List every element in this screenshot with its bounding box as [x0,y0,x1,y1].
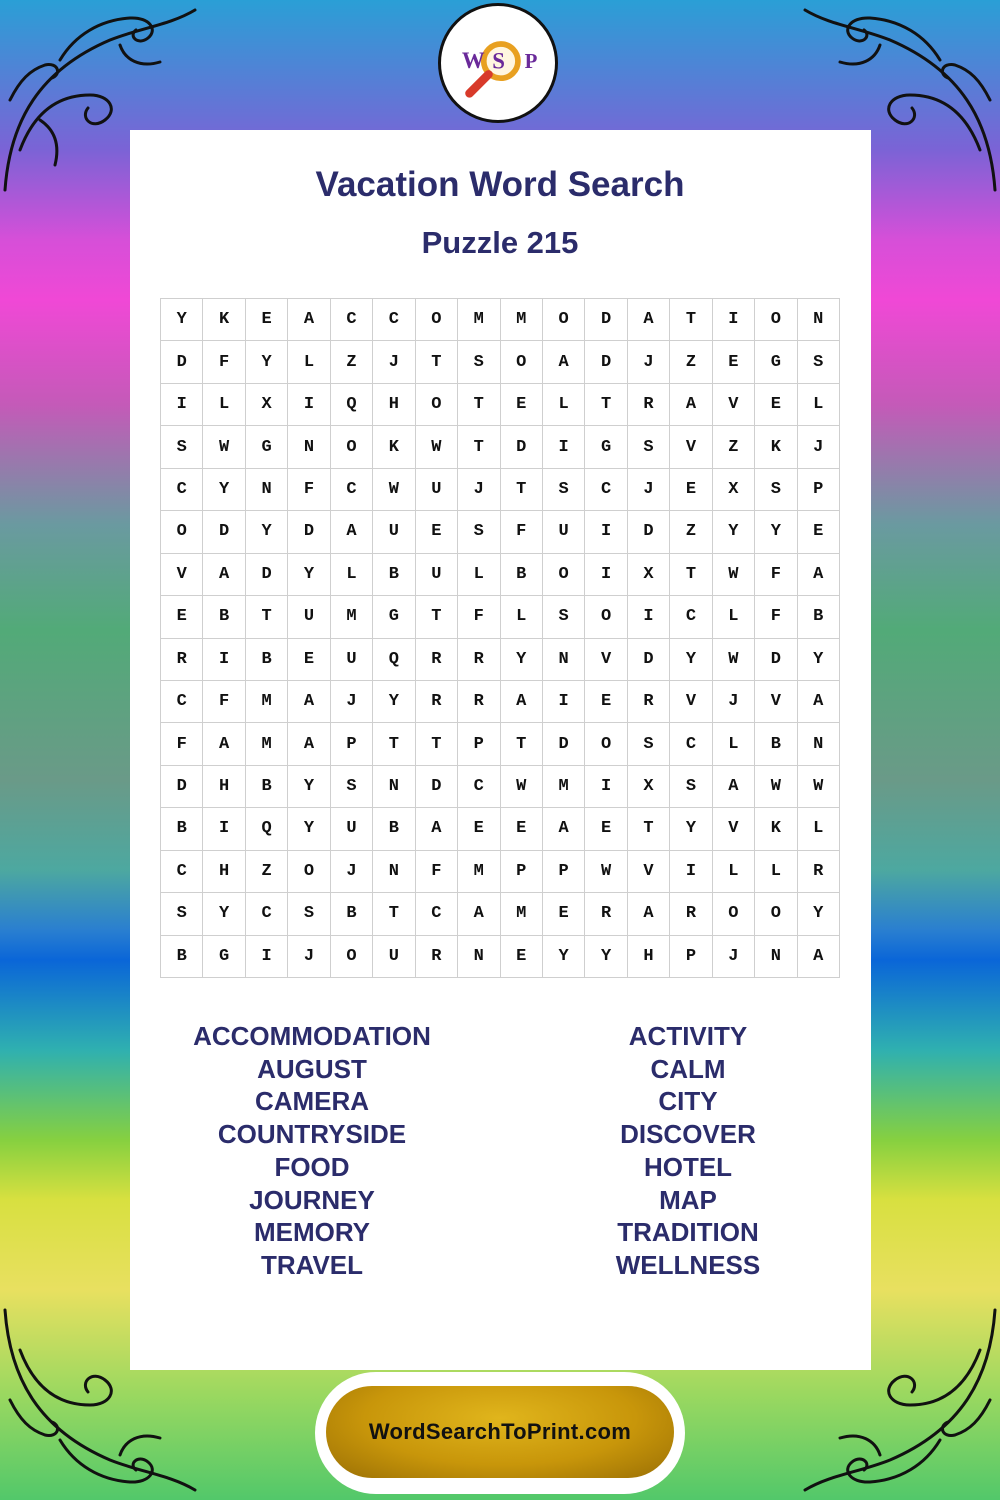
grid-cell[interactable]: S [458,341,500,383]
grid-cell[interactable]: L [288,341,330,383]
grid-cell[interactable]: S [543,469,585,511]
grid-cell[interactable]: U [331,808,373,850]
grid-cell[interactable]: B [755,723,797,765]
grid-cell[interactable]: R [585,893,627,935]
grid-cell[interactable]: I [246,936,288,978]
grid-cell[interactable]: C [161,851,203,893]
grid-cell[interactable]: V [670,426,712,468]
grid-cell[interactable]: O [501,341,543,383]
grid-cell[interactable]: C [161,469,203,511]
grid-cell[interactable]: A [288,681,330,723]
grid-cell[interactable]: Q [373,639,415,681]
grid-cell[interactable]: J [288,936,330,978]
grid-cell[interactable]: S [331,766,373,808]
grid-cell[interactable]: B [203,596,245,638]
grid-cell[interactable]: N [798,723,840,765]
grid-cell[interactable]: A [416,808,458,850]
word-item: MEMORY [253,1217,371,1248]
grid-cell[interactable]: F [203,681,245,723]
grid-cell[interactable]: E [670,469,712,511]
grid-cell[interactable]: K [373,426,415,468]
grid-cell[interactable]: U [373,511,415,553]
grid-cell[interactable]: U [373,936,415,978]
grid-cell[interactable]: J [713,936,755,978]
grid-cell[interactable]: V [670,681,712,723]
grid-cell[interactable]: D [203,511,245,553]
word-item: AUGUST [257,1053,367,1084]
grid-cell[interactable]: B [331,893,373,935]
grid-cell[interactable]: D [543,723,585,765]
grid-cell[interactable]: O [585,723,627,765]
page-title: Vacation Word Search [315,165,685,204]
grid-cell[interactable]: D [585,341,627,383]
grid-cell[interactable]: J [628,341,670,383]
grid-cell[interactable]: R [161,639,203,681]
grid-cell[interactable]: J [373,341,415,383]
grid-cell[interactable]: E [161,596,203,638]
grid-cell[interactable]: V [628,851,670,893]
grid-cell[interactable]: N [755,936,797,978]
grid-cell[interactable]: Y [670,639,712,681]
grid-cell[interactable]: N [458,936,500,978]
grid-cell[interactable]: M [458,299,500,341]
grid-cell[interactable]: F [458,596,500,638]
grid-cell[interactable]: P [331,723,373,765]
grid-cell[interactable]: O [543,554,585,596]
grid-cell[interactable]: N [246,469,288,511]
grid-cell[interactable]: A [543,341,585,383]
grid-cell[interactable]: I [585,766,627,808]
grid-cell[interactable]: B [161,936,203,978]
grid-cell[interactable]: C [246,893,288,935]
grid-cell[interactable]: L [713,851,755,893]
grid-cell[interactable]: Y [203,893,245,935]
word-item: WELLNESS [615,1249,761,1280]
grid-cell[interactable]: L [798,808,840,850]
grid-cell[interactable]: G [585,426,627,468]
grid-cell[interactable]: O [585,596,627,638]
grid-cell[interactable]: L [713,596,755,638]
grid-cell[interactable]: Y [288,766,330,808]
letter-grid [160,298,840,978]
grid-cell[interactable]: Y [288,554,330,596]
grid-cell[interactable]: A [203,554,245,596]
word-item: CAMERA [254,1086,370,1117]
grid-cell[interactable]: F [203,341,245,383]
grid-cell[interactable]: G [373,596,415,638]
word-item: FOOD [274,1151,350,1182]
grid-cell[interactable]: V [585,639,627,681]
grid-cell[interactable]: T [373,893,415,935]
grid-cell[interactable]: Y [501,639,543,681]
grid-cell[interactable]: E [458,808,500,850]
grid-cell[interactable]: T [670,299,712,341]
grid-cell[interactable]: S [628,723,670,765]
grid-cell[interactable]: V [755,681,797,723]
grid-cell[interactable]: S [543,596,585,638]
grid-cell[interactable]: C [670,596,712,638]
grid-cell[interactable]: M [501,299,543,341]
grid-cell[interactable]: X [246,384,288,426]
grid-cell[interactable]: R [798,851,840,893]
grid-cell[interactable]: O [161,511,203,553]
logo-letter-w: W [461,47,485,73]
grid-cell[interactable]: E [798,511,840,553]
grid-cell[interactable]: O [713,893,755,935]
grid-cell[interactable]: K [203,299,245,341]
grid-cell[interactable]: F [755,596,797,638]
grid-cell[interactable]: Z [246,851,288,893]
grid-cell[interactable]: E [755,384,797,426]
grid-cell[interactable]: A [628,299,670,341]
grid-cell[interactable]: R [416,936,458,978]
grid-cell[interactable]: L [458,554,500,596]
grid-cell[interactable]: B [501,554,543,596]
grid-cell[interactable]: N [373,766,415,808]
grid-cell[interactable]: A [798,554,840,596]
grid-cell[interactable]: N [373,851,415,893]
grid-cell[interactable]: Y [798,893,840,935]
grid-cell[interactable]: H [628,936,670,978]
grid-cell[interactable]: S [288,893,330,935]
grid-cell[interactable]: A [798,936,840,978]
grid-cell[interactable]: Y [585,936,627,978]
grid-cell[interactable]: R [416,681,458,723]
website-link-button[interactable]: WordSearchToPrint.com [326,1386,674,1478]
grid-cell[interactable]: E [501,384,543,426]
grid-cell[interactable]: I [713,299,755,341]
grid-cell[interactable]: F [416,851,458,893]
grid-cell[interactable]: A [543,808,585,850]
grid-cell[interactable]: P [670,936,712,978]
logo-letter-s: S [492,48,505,74]
grid-cell[interactable]: O [416,384,458,426]
grid-cell[interactable]: Z [713,426,755,468]
grid-cell[interactable]: Y [288,808,330,850]
grid-cell[interactable]: Y [543,936,585,978]
grid-cell[interactable]: N [288,426,330,468]
word-item: DISCOVER [620,1119,756,1150]
grid-cell[interactable]: D [501,426,543,468]
word-item: TRAVEL [260,1249,364,1280]
grid-cell[interactable]: F [755,554,797,596]
word-item: ACCOMMODATION [193,1021,431,1051]
grid-cell[interactable]: Z [331,341,373,383]
grid-cell[interactable]: A [798,681,840,723]
grid-cell[interactable]: T [458,426,500,468]
word-item: TRADITION [617,1217,759,1248]
grid-cell[interactable]: T [585,384,627,426]
grid-cell[interactable]: A [203,723,245,765]
grid-cell[interactable]: W [416,426,458,468]
grid-cell[interactable]: Z [670,341,712,383]
grid-cell[interactable]: W [798,766,840,808]
grid-cell[interactable]: H [373,384,415,426]
grid-cell[interactable]: A [458,893,500,935]
grid-cell[interactable]: B [246,639,288,681]
grid-cell[interactable]: H [203,851,245,893]
grid-cell[interactable]: L [713,723,755,765]
word-item: HOTEL [643,1151,733,1182]
grid-cell[interactable]: L [331,554,373,596]
word-item: JOURNEY [249,1184,375,1215]
grid-cell[interactable]: I [585,554,627,596]
grid-cell[interactable]: Z [670,511,712,553]
grid-cell[interactable]: B [373,554,415,596]
grid-cell[interactable]: O [543,299,585,341]
grid-cell[interactable]: W [713,554,755,596]
grid-cell[interactable]: M [501,893,543,935]
word-list-left [142,1020,482,1282]
grid-cell[interactable]: C [416,893,458,935]
grid-cell[interactable]: R [458,681,500,723]
grid-cell[interactable]: S [798,341,840,383]
grid-cell[interactable]: L [543,384,585,426]
word-item: ACTIVITY [628,1021,748,1051]
grid-cell[interactable]: C [161,681,203,723]
grid-cell[interactable]: E [543,893,585,935]
grid-cell[interactable]: T [246,596,288,638]
grid-cell[interactable]: M [543,766,585,808]
grid-cell[interactable]: U [543,511,585,553]
grid-cell[interactable]: C [585,469,627,511]
grid-cell[interactable]: O [331,426,373,468]
grid-cell[interactable]: T [501,469,543,511]
grid-cell[interactable]: V [713,384,755,426]
grid-cell[interactable]: J [798,426,840,468]
grid-cell[interactable]: S [755,469,797,511]
grid-cell[interactable]: T [628,808,670,850]
grid-cell[interactable]: S [161,893,203,935]
grid-cell[interactable]: J [331,681,373,723]
grid-cell[interactable]: T [458,384,500,426]
grid-cell[interactable]: U [288,596,330,638]
grid-cell[interactable]: W [501,766,543,808]
grid-cell[interactable]: F [161,723,203,765]
grid-cell[interactable]: G [246,426,288,468]
grid-cell[interactable]: D [288,511,330,553]
grid-cell[interactable]: M [458,851,500,893]
grid-cell[interactable]: B [373,808,415,850]
grid-cell[interactable]: Y [670,808,712,850]
grid-cell[interactable]: O [331,936,373,978]
grid-cell[interactable]: S [670,766,712,808]
grid-cell[interactable]: Q [246,808,288,850]
grid-cell[interactable]: Y [203,469,245,511]
grid-cell[interactable]: S [458,511,500,553]
grid-cell[interactable]: N [798,299,840,341]
grid-cell[interactable]: X [713,469,755,511]
grid-cell[interactable]: T [416,341,458,383]
grid-cell[interactable]: O [755,893,797,935]
grid-cell[interactable]: O [755,299,797,341]
grid-cell[interactable]: I [585,511,627,553]
grid-cell[interactable]: R [628,681,670,723]
grid-cell[interactable]: K [755,426,797,468]
grid-cell[interactable]: U [416,469,458,511]
grid-cell[interactable]: J [713,681,755,723]
grid-cell[interactable]: C [331,469,373,511]
grid-cell[interactable]: E [713,341,755,383]
grid-cell[interactable]: D [416,766,458,808]
grid-cell[interactable]: L [501,596,543,638]
grid-cell[interactable]: N [543,639,585,681]
grid-cell[interactable]: J [458,469,500,511]
grid-cell[interactable]: I [203,639,245,681]
grid-cell[interactable]: D [628,511,670,553]
puzzle-number: Puzzle 215 [421,225,579,260]
grid-cell[interactable]: U [416,554,458,596]
grid-cell[interactable]: R [628,384,670,426]
grid-cell[interactable]: L [798,384,840,426]
grid-cell[interactable]: L [203,384,245,426]
grid-cell[interactable]: W [755,766,797,808]
grid-cell[interactable]: W [373,469,415,511]
grid-cell[interactable]: I [628,596,670,638]
grid-cell[interactable]: M [246,681,288,723]
grid-cell[interactable]: U [331,639,373,681]
grid-cell[interactable]: D [161,341,203,383]
grid-cell[interactable]: A [670,384,712,426]
grid-cell[interactable]: T [416,596,458,638]
grid-cell[interactable]: E [288,639,330,681]
grid-cell[interactable]: V [161,554,203,596]
grid-cell[interactable]: L [755,851,797,893]
grid-cell[interactable]: C [373,299,415,341]
grid-cell[interactable]: C [331,299,373,341]
grid-cell[interactable]: E [585,681,627,723]
grid-cell[interactable]: M [331,596,373,638]
grid-cell[interactable]: S [161,426,203,468]
grid-cell[interactable]: Y [161,299,203,341]
grid-cell[interactable]: F [288,469,330,511]
word-item: CITY [658,1086,718,1117]
grid-cell[interactable]: P [543,851,585,893]
grid-cell[interactable]: I [203,808,245,850]
grid-cell[interactable]: I [288,384,330,426]
grid-cell[interactable]: T [416,723,458,765]
grid-cell[interactable]: R [416,639,458,681]
grid-cell[interactable]: D [161,766,203,808]
grid-cell[interactable]: X [628,766,670,808]
grid-cell[interactable]: W [203,426,245,468]
grid-cell[interactable]: G [203,936,245,978]
word-item: CALM [650,1053,726,1084]
grid-cell[interactable]: E [246,299,288,341]
grid-cell[interactable]: X [628,554,670,596]
word-list-right [518,1020,858,1282]
grid-cell[interactable]: K [755,808,797,850]
grid-cell[interactable]: J [331,851,373,893]
grid-cell[interactable]: F [501,511,543,553]
grid-cell[interactable]: G [755,341,797,383]
grid-cell[interactable]: D [585,299,627,341]
grid-cell[interactable]: E [585,808,627,850]
grid-cell[interactable]: A [713,766,755,808]
grid-cell[interactable]: Y [755,511,797,553]
grid-cell[interactable]: I [543,681,585,723]
grid-cell[interactable]: E [501,936,543,978]
grid-cell[interactable]: A [288,723,330,765]
grid-cell[interactable]: I [670,851,712,893]
grid-cell[interactable]: D [755,639,797,681]
grid-cell[interactable]: Y [373,681,415,723]
grid-cell[interactable]: Y [246,341,288,383]
grid-cell[interactable]: A [628,893,670,935]
grid-cell[interactable]: Q [331,384,373,426]
grid-cell[interactable]: Y [798,639,840,681]
logo-letter-p: P [524,48,538,73]
grid-cell[interactable]: W [585,851,627,893]
grid-cell[interactable]: T [670,554,712,596]
grid-cell[interactable]: O [416,299,458,341]
grid-cell[interactable]: I [161,384,203,426]
grid-cell[interactable]: D [246,554,288,596]
grid-cell[interactable]: T [373,723,415,765]
grid-cell[interactable]: A [288,299,330,341]
grid-cell[interactable]: V [713,808,755,850]
grid-cell[interactable]: P [798,469,840,511]
grid-cell[interactable]: S [628,426,670,468]
grid-cell[interactable]: H [203,766,245,808]
grid-cell[interactable]: J [628,469,670,511]
word-item: COUNTRYSIDE [217,1119,407,1150]
grid-cell[interactable]: E [501,808,543,850]
grid-cell[interactable]: R [670,893,712,935]
grid-cell[interactable]: P [501,851,543,893]
logo[interactable] [438,3,558,123]
grid-cell[interactable]: Y [713,511,755,553]
grid-cell[interactable]: C [670,723,712,765]
grid-cell[interactable]: P [458,723,500,765]
grid-cell[interactable]: M [246,723,288,765]
grid-cell[interactable]: R [458,639,500,681]
grid-cell[interactable]: E [416,511,458,553]
grid-cell[interactable]: Y [246,511,288,553]
grid-cell[interactable]: W [713,639,755,681]
grid-cell[interactable]: B [161,808,203,850]
grid-cell[interactable]: O [288,851,330,893]
grid-cell[interactable]: A [501,681,543,723]
grid-cell[interactable]: D [628,639,670,681]
word-item: MAP [659,1184,717,1215]
grid-cell[interactable]: C [458,766,500,808]
grid-cell[interactable]: B [246,766,288,808]
grid-cell[interactable]: T [501,723,543,765]
grid-cell[interactable]: I [543,426,585,468]
grid-cell[interactable]: B [798,596,840,638]
grid-cell[interactable]: A [331,511,373,553]
